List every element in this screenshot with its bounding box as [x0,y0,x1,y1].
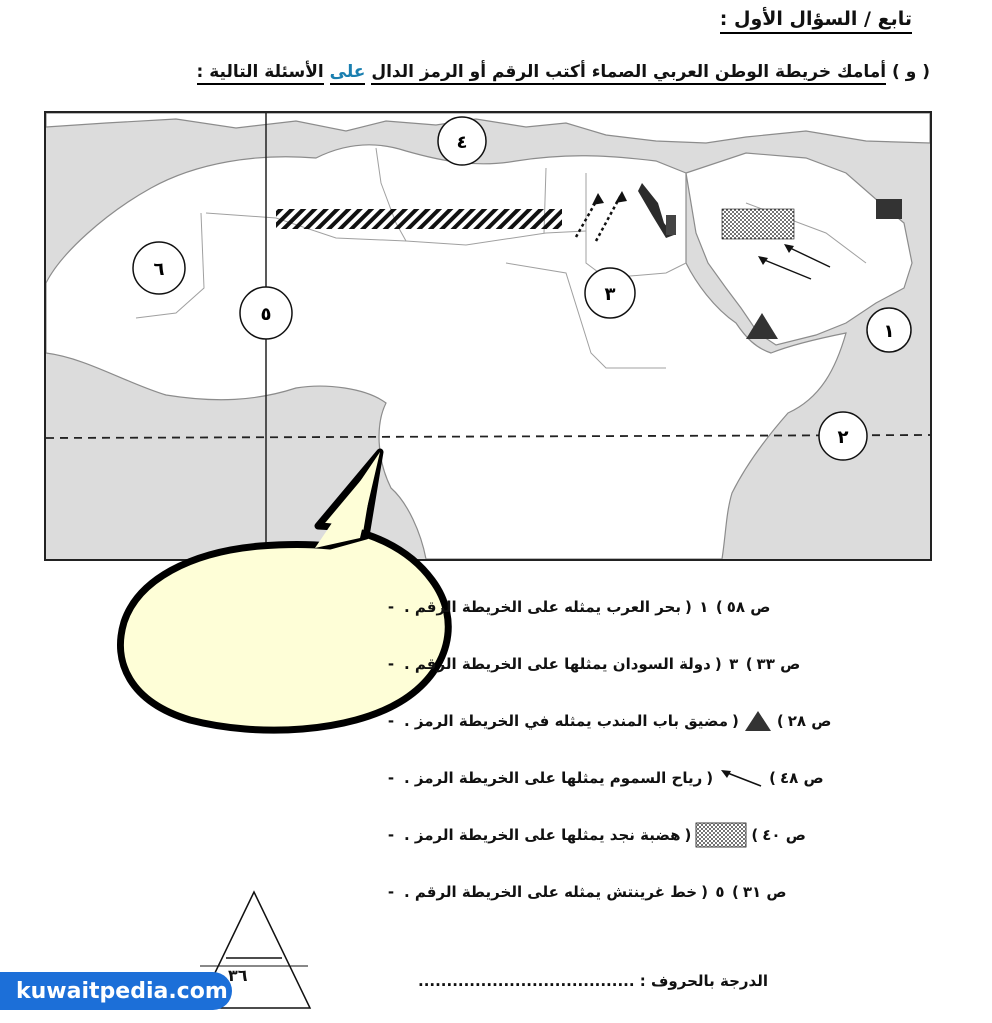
answer-value: ٥ [715,882,725,901]
bullet-dash: - [387,711,395,730]
question-item [382,635,922,692]
page-heading: تابع / السؤال الأول : [720,8,912,34]
page-ref: ص ٣١ [742,882,787,901]
answer-close-paren: ) [745,654,753,673]
bullet-dash: - [387,654,395,673]
page-ref: ص ٢٨ [787,711,832,730]
map-label-6: ٦ [153,259,165,280]
map-label-3: ٣ [604,284,616,305]
gulf-square-mark [876,199,902,219]
answer-value: ١ [699,597,709,616]
logo-text: kuwaitpedia.com [16,978,228,1004]
answer-close-paren: ) [751,825,759,844]
bullet-dash: - [387,882,395,901]
answer-open-paren: ( [714,654,722,673]
score-value: ٣٦ [228,966,248,985]
page-ref: ص ٣٣ [756,654,801,673]
instruction-line [197,62,931,82]
question-text: رياح السموم يمثلها على الخريطة الرمز . [404,768,703,787]
answer-open-paren: ( [684,825,692,844]
instruction-prefix: ( و ) [886,62,930,82]
map-label-4: ٤ [456,132,468,153]
europe-land [46,113,930,143]
instruction-text-b: الأسئلة التالية : [197,62,324,85]
answer-open-paren: ( [706,768,714,787]
answer-close-paren: ) [715,597,723,616]
dotted-box-icon [695,822,747,848]
question-text: هضبة نجد يمثلها على الخريطة الرمز . [404,825,681,844]
answer-close-paren: ) [731,882,739,901]
instruction-text-on: على [330,62,366,85]
page-ref: ص ٤٠ [762,825,806,844]
bullet-dash: - [387,597,395,616]
bullet-dash: - [387,768,395,787]
question-item [382,578,922,635]
map-label-1: ١ [883,321,895,342]
grade-dotted-line: ...................................... [418,972,635,990]
question-item [382,749,922,806]
site-logo[interactable] [0,972,232,1010]
question-item [382,806,922,863]
question-text: خط غرينتش يمثله على الخريطة الرقم . [404,882,698,901]
arrow-icon [717,766,765,790]
answer-close-paren: ) [776,711,784,730]
grade-in-words [418,972,768,990]
gulf-suez-mark [666,215,676,235]
question-text: بحر العرب يمثله على الخريطة الرقم . [404,597,681,616]
question-text: دولة السودان يمثلها على الخريطة الرقم . [404,654,711,673]
answer-open-paren: ( [684,597,692,616]
page-ref: ص ٥٨ [726,597,771,616]
question-item [382,863,922,920]
answer-open-paren: ( [701,882,708,901]
instruction-text-a: أمامك خريطة الوطن العربي الصماء أكتب الرقم أو الرمز الدال [371,62,886,85]
hatched-band [276,209,562,229]
answer-close-paren: ) [769,768,776,787]
question-item [382,692,922,749]
map-label-5: ٥ [260,304,272,325]
question-text: مضيق باب المندب يمثله في الخريطة الرمز . [404,711,729,730]
map-label-2: ٢ [837,427,849,448]
najd-dotted-box [722,209,794,239]
answer-value: ٣ [729,654,739,673]
triangle-icon [743,709,773,733]
bullet-dash: - [387,825,395,844]
grade-label: الدرجة بالحروف : [639,972,768,990]
page-ref: ص ٤٨ [779,768,824,787]
answer-open-paren: ( [732,711,739,730]
questions-list [382,578,922,920]
